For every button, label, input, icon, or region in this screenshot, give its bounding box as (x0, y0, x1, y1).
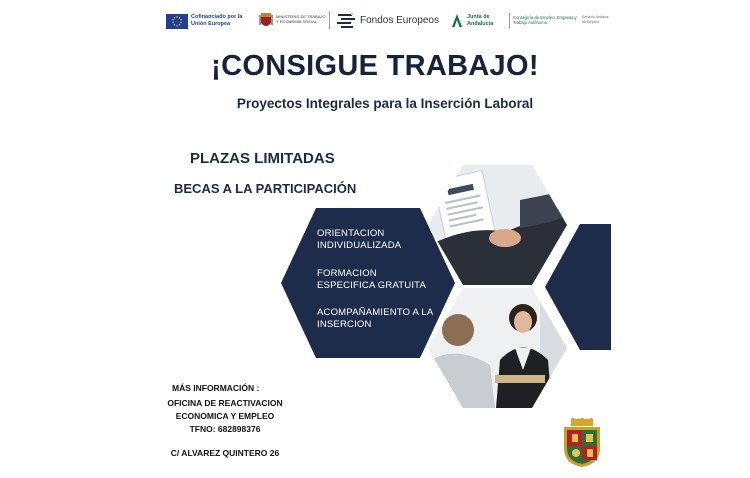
becas-heading: BECAS A LA PARTICIPACIÓN (174, 181, 357, 196)
page-title: ¡CONSIGUE TRABAJO! (211, 50, 539, 82)
service-formacion: FORMACION ESPECIFICA GRATUITA (317, 268, 427, 291)
town-coat-of-arms-icon (561, 418, 603, 468)
service-acompanamiento: ACOMPAÑAMIENTO A LA INSERCION (317, 307, 433, 330)
consejeria-text: Consejería de Empleo, Empresa y Trabajo Autónomo (513, 15, 577, 25)
office-name-line2: ECONOMICA Y EMPLEO (175, 411, 275, 421)
office-name-line1: OFICINA DE REACTIVACION (167, 398, 283, 408)
service-orientacion: ORIENTACION INDIVIDUALIZADA (317, 228, 402, 251)
info-heading: MÁS INFORMACIÓN : (172, 383, 260, 393)
page-subtitle: Proyectos Integrales para la Inserción Laboral (236, 96, 534, 111)
fondos-europeos-text: Fondos Europeos (360, 15, 439, 26)
interview-photo (428, 288, 570, 408)
junta-andalucia-text: Junta de Andalucía (467, 14, 494, 27)
street-address: C/ ALVAREZ QUINTERO 26 (170, 448, 280, 458)
ministry-logo-text: MINISTERIO DE TRABAJO Y ECONOMÍA SOCIAL (276, 14, 326, 24)
plazas-limitadas-heading: PLAZAS LIMITADAS (190, 150, 335, 167)
handshake-photo (428, 165, 575, 285)
eu-logo-text: Cofinanciado por la Unión Europea (191, 14, 243, 27)
phone-number: TFNO: 682898376 (189, 424, 261, 434)
servicio-empleo-text: Servicio Andaluz de Empleo (582, 15, 609, 24)
